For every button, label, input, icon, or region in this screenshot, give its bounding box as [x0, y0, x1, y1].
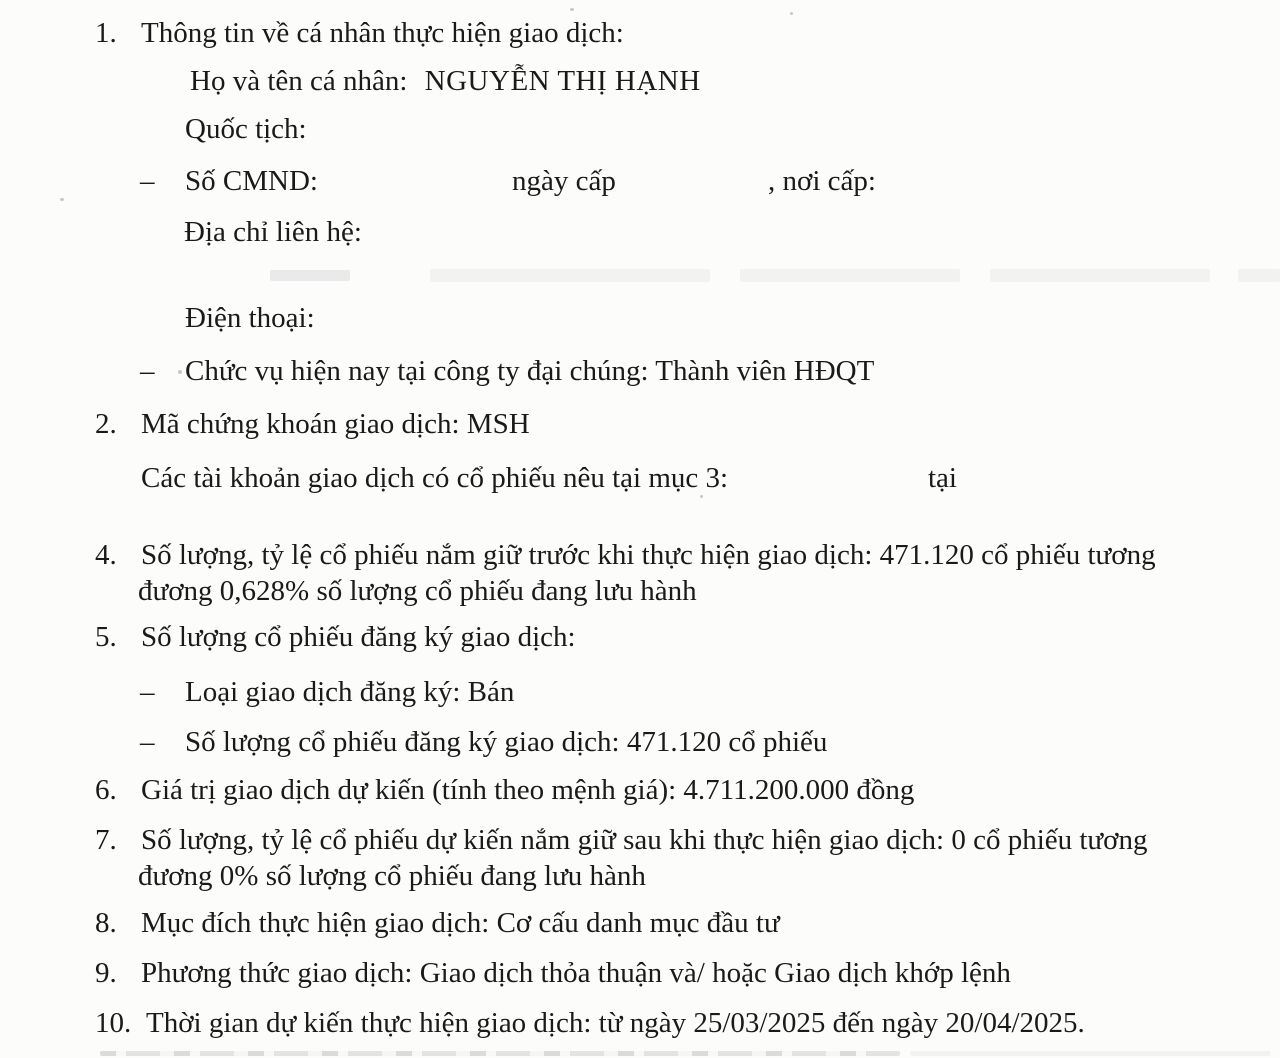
accounts-label: Các tài khoản giao dịch có cổ phiếu nêu tại mục 3: — [141, 462, 729, 494]
item-2-title: Mã chứng khoán giao dịch: MSH — [141, 408, 530, 440]
id-number-line — [0, 162, 1280, 202]
item-9-line — [0, 954, 1280, 994]
item-1-line — [0, 14, 1280, 54]
item-4-text-2: đương 0,628% số lượng cổ phiếu đang lưu hành — [138, 575, 697, 607]
item-2-line — [0, 405, 1280, 445]
item-7-text-2: đương 0% số lượng cổ phiếu đang lưu hành — [138, 860, 646, 892]
trade-quantity-line — [0, 723, 1280, 763]
redaction-smudge — [1238, 269, 1280, 282]
accounts-line — [0, 459, 1280, 499]
accounts-at-label: tại — [928, 462, 957, 494]
trade-type-text: Loại giao dịch đăng ký: Bán — [185, 676, 515, 708]
item-6-number: 6. — [95, 774, 117, 806]
scan-speck — [570, 8, 574, 11]
id-issue-place-label: , nơi cấp: — [768, 165, 876, 197]
address-line — [0, 213, 1280, 253]
item-8-title: Mục đích thực hiện giao dịch: Cơ cấu danh mục đầu tư — [141, 907, 780, 939]
item-10-number: 10. — [95, 1007, 132, 1039]
item-10-line — [0, 1004, 1280, 1044]
full-name-label: Họ và tên cá nhân: — [190, 65, 408, 97]
id-number-label: Số CMND: — [185, 165, 318, 197]
scan-speck — [178, 370, 182, 374]
item-5-title: Số lượng cổ phiếu đăng ký giao dịch: — [141, 621, 576, 653]
item-2-number: 2. — [95, 408, 117, 440]
nationality-label: Quốc tịch: — [185, 113, 307, 145]
full-name-value: NGUYỄN THỊ HẠNH — [424, 65, 701, 97]
item-10-title: Thời gian dự kiến thực hiện giao dịch: từ ngày 25/03/2025 đến ngày 20/04/2025. — [146, 1007, 1085, 1039]
item-7-text-1: Số lượng, tỷ lệ cổ phiếu dự kiến nắm giữ sau khi thực hiện giao dịch: 0 cổ phiếu tương — [141, 824, 1148, 856]
redaction-smudge — [270, 270, 350, 281]
id-issue-date-label: ngày cấp — [512, 165, 616, 197]
dash-bullet: – — [140, 726, 155, 758]
item-7-number: 7. — [95, 824, 117, 856]
item-6-line — [0, 771, 1280, 811]
item-1-number: 1. — [95, 17, 117, 49]
trade-type-line — [0, 673, 1280, 713]
item-4-line-2 — [0, 572, 1280, 612]
page-bottom-cutoff-text-artifact — [100, 1051, 900, 1056]
scan-speck — [700, 495, 703, 498]
full-name-line — [0, 62, 1280, 102]
trade-quantity-text: Số lượng cổ phiếu đăng ký giao dịch: 471.120 cổ phiếu — [185, 726, 828, 758]
item-4-text-1: Số lượng, tỷ lệ cổ phiếu nắm giữ trước khi thực hiện giao dịch: 471.120 cổ phiếu tương — [141, 539, 1156, 571]
item-9-title: Phương thức giao dịch: Giao dịch thỏa thuận và/ hoặc Giao dịch khớp lệnh — [141, 957, 1011, 989]
item-8-number: 8. — [95, 907, 117, 939]
redaction-smudge — [430, 269, 710, 282]
redaction-smudge — [740, 269, 960, 282]
dash-bullet: – — [140, 165, 155, 197]
item-4-line-1 — [0, 536, 1280, 576]
item-7-line-1 — [0, 821, 1280, 861]
item-5-number: 5. — [95, 621, 117, 653]
full-name-group — [190, 62, 701, 100]
phone-line — [0, 299, 1280, 339]
page-bottom-cutoff-text-artifact — [910, 1051, 1270, 1056]
item-1-title: Thông tin về cá nhân thực hiện giao dịch: — [141, 17, 624, 49]
item-8-line — [0, 904, 1280, 944]
phone-label: Điện thoại: — [185, 302, 315, 334]
item-7-line-2 — [0, 857, 1280, 897]
scan-speck — [790, 12, 793, 15]
redaction-smudge — [990, 269, 1210, 282]
item-9-number: 9. — [95, 957, 117, 989]
dash-bullet: – — [140, 676, 155, 708]
position-line — [0, 352, 1280, 392]
item-4-number: 4. — [95, 539, 117, 571]
position-text: Chức vụ hiện nay tại công ty đại chúng: Thành viên HĐQT — [185, 355, 875, 387]
address-label: Địa chỉ liên hệ: — [184, 216, 362, 248]
scan-speck — [60, 198, 64, 201]
dash-bullet: – — [140, 355, 155, 387]
nationality-line — [0, 110, 1280, 150]
item-5-line — [0, 618, 1280, 658]
item-6-title: Giá trị giao dịch dự kiến (tính theo mệnh giá): 4.711.200.000 đồng — [141, 774, 915, 806]
